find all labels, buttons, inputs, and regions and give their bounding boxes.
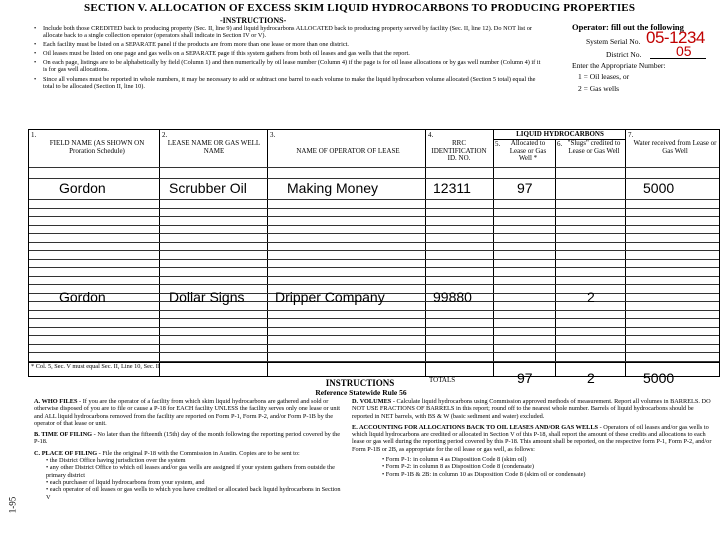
col-header-water: Water received from Lease or Gas Well xyxy=(633,139,717,155)
list-item: • the District Office having jurisdiction over the system xyxy=(46,457,186,465)
col-number: 6. xyxy=(557,140,563,148)
section-c-text: - File the original P-18 with the Commission in Austin. Copies are to be sent to: xyxy=(98,449,300,457)
row-rule xyxy=(29,318,719,319)
liquid-hydrocarbons-header: LIQUID HYDROCARBONS xyxy=(516,130,604,138)
row-rule xyxy=(29,259,719,260)
section-d-text: - Calculate liquid hydrocarbons using Commission approved methods of measurement. Report all volumes in BARRELS. DO NOT USE FRACTIONS OF BARRELS in this report; round off to the nearest whole number. Barrels of liquid hydrocarbons should be reported in NET barrels, with BS & W (basic sediment and water) excluded. xyxy=(352,398,711,420)
col-header-operator: NAME OF OPERATOR OF LEASE xyxy=(296,147,400,155)
col-number: 5. xyxy=(495,140,501,148)
instructions-left-column xyxy=(34,398,346,501)
serial-value[interactable]: 05-1234 xyxy=(646,28,705,47)
instructions-title: INSTRUCTIONS xyxy=(325,378,395,388)
section-e xyxy=(352,424,716,453)
operator-box-title: Operator: fill out the following xyxy=(572,22,684,32)
district-value[interactable]: 05 xyxy=(676,43,692,59)
section-a xyxy=(34,398,346,427)
col-header-field: FIELD NAME (AS SHOWN ON Proration Schedule) xyxy=(49,139,145,155)
instruction-bullet: • On each page, listings are to be alphabetically by field (Column 1) and then numerically by oil lease number (Column 4) if the page is for oil lease allocations or by gas well number (Column 4) if it is for gas well allocations. xyxy=(34,59,546,74)
cell-water[interactable]: 5000 xyxy=(643,180,675,196)
col-header-rrc-id: RRC IDENTIFICATION ID. NO. xyxy=(431,139,487,162)
cell-lease[interactable]: Dollar Signs xyxy=(169,289,245,305)
district-label: District No. xyxy=(606,50,642,59)
section-b-text: - No later than the fifteenth (15th) day of the month following the reporting period covered by the P-18. xyxy=(34,431,341,446)
list-item: • Form P-2: in column 8 as Disposition Code 8 (condensate) xyxy=(382,463,534,471)
row-rule xyxy=(29,335,719,336)
cell-rrc-id[interactable]: 99880 xyxy=(433,289,472,305)
cell-operator[interactable]: Dripper Company xyxy=(275,289,385,305)
row-rule xyxy=(29,267,719,268)
total-slugs[interactable]: 2 xyxy=(587,370,595,386)
row-rule xyxy=(29,284,719,285)
section-c xyxy=(34,450,346,457)
row-rule xyxy=(29,344,719,345)
row-rule xyxy=(29,225,719,226)
row-rule xyxy=(29,199,719,200)
instruction-bullet: • Oil leases must be listed on one page and gas wells on a SEPARATE page if this system gathers from both oil leases and gas wells that the report. xyxy=(34,50,546,57)
row-rule xyxy=(29,327,719,328)
row-rule xyxy=(29,352,719,353)
cell-allocated[interactable]: 97 xyxy=(517,180,533,196)
list-item: • each operator of oil leases or gas wells to which you have credited or allocated back liquid hydrocarbons in Section V xyxy=(46,486,341,501)
instructions-reference: Reference Statewide Rule 56 xyxy=(315,388,407,397)
section-d-head: D. VOLUMES xyxy=(352,398,392,405)
col-number: 7. xyxy=(628,131,634,139)
header-instructions xyxy=(34,25,546,91)
instruction-bullet: • Each facility must be listed on a SEPARATE panel if the products are from more than one lease or more than one district. xyxy=(34,41,546,48)
section-title: SECTION V. ALLOCATION OF EXCESS SKIM LIQUID HYDROCARBONS TO PRODUCING PROPERTIES xyxy=(84,2,636,14)
section-a-head: A. WHO FILES xyxy=(34,398,78,405)
list-item: • each purchaser of liquid hydrocarbons from your system, and xyxy=(46,478,205,486)
col-number: 2. xyxy=(162,131,168,139)
row-rule xyxy=(29,178,719,179)
section-e-text: - Operators of oil leases and/or gas wells to which liquid hydrocarbons are credited or allocated in Section V of this P-18, shall report the amount of these credits and allocations to each lease or gas well during the reporting period covered by this P-18. This amount shall be reported, on the respective form P-1, Form P-2, and/or Form P-1B or 2B, as appropriate for the oil lease or gas well, as follows: xyxy=(352,423,712,453)
section-a-text: - If you are the operator of a facility from which skim liquid hydrocarbons are gathered and sold or otherwise disposed of you are to file or cause a P-18 for EACH facility UNLESS the facility serves only one lease or unit and ALL liquid hydrocarbons removed from the facility are reported on Form P-1, Form P-2, and/or Form P-1B by the operator of that lease or unit. xyxy=(34,398,341,427)
list-item: • any other District Office to which oil leases and/or gas wells are assigned if your system gathers from outside the primary district xyxy=(46,464,335,479)
row-rule xyxy=(29,276,719,277)
instruction-bullet: • Include both those CREDITED back to producing property (Sec. II, line 9) and liquid hydrocarbons ALLOCATED back to producing property served by facility (Sec. II, line 12). Do NOT list or allocate back to a single collection operator (operators shall indicate in Section IV or V). xyxy=(34,25,546,40)
cell-lease[interactable]: Scrubber Oil xyxy=(169,180,247,196)
cell-slugs[interactable]: 2 xyxy=(587,289,595,305)
cell-operator[interactable]: Making Money xyxy=(287,180,379,196)
list-item: • Form P-1B & 2B: in column 10 as Disposition Code 8 (skim oil or condensate) xyxy=(382,470,586,478)
enter-number-label: Enter the Appropriate Number: xyxy=(572,61,666,70)
col-number: 4. xyxy=(428,131,434,139)
row-rule xyxy=(29,233,719,234)
page-side-label: 1-95 xyxy=(7,496,18,514)
section-b xyxy=(34,431,346,446)
instructions-subtitle: -INSTRUCTIONS- xyxy=(220,16,287,25)
col-number: 3. xyxy=(270,131,276,139)
totals-label: TOTALS xyxy=(429,376,456,384)
cell-field[interactable]: Gordon xyxy=(59,289,106,305)
section-d xyxy=(352,398,716,420)
row-rule xyxy=(29,216,719,217)
instruction-bullet: • Since all volumes must be reported in whole numbers, it may be necessary to add or subtract one barrel to each volume to make the liquid hydrocarbon volume allocated (Section 5 total) equal the total to be allocated (Section II, line 10). xyxy=(34,76,546,91)
cell-rrc-id[interactable]: 12311 xyxy=(433,180,471,196)
row-rule xyxy=(29,242,719,243)
section-c-list xyxy=(34,457,346,501)
total-allocated[interactable]: 97 xyxy=(517,370,533,386)
option-oil-leases: 1 = Oil leases, or xyxy=(578,72,630,81)
row-rule xyxy=(29,250,719,251)
instructions-right-column xyxy=(352,398,716,478)
row-rule xyxy=(29,208,719,209)
col-header-allocated: Allocated to Lease or Gas Well * xyxy=(509,139,547,162)
footnote: * Col. 5, Sec. V must equal Sec. II, Line 10, Sec. II xyxy=(31,363,161,370)
section-b-head: B. TIME OF FILING xyxy=(34,431,93,439)
col-header-lease: LEASE NAME OR GAS WELL NAME xyxy=(167,139,261,155)
section-e-list xyxy=(352,456,716,478)
row-rule xyxy=(29,167,719,168)
row-rule xyxy=(29,310,719,311)
option-gas-wells: 2 = Gas wells xyxy=(578,84,620,93)
section-c-head: C. PLACE OF FILING xyxy=(34,449,98,457)
col-number: 1. xyxy=(31,131,37,139)
section-e-head: E. ACCOUNTING FOR ALLOCATIONS BACK TO OIL LEASES AND/OR GAS WELLS xyxy=(352,423,599,431)
serial-label: System Serial No. xyxy=(586,37,641,46)
list-item: • Form P-1: in column 4 as Disposition Code 8 (skim oil) xyxy=(382,456,527,464)
cell-field[interactable]: Gordon xyxy=(59,180,106,196)
total-water[interactable]: 5000 xyxy=(643,370,675,386)
col-header-slugs: "Slugs" credited to Lease or Gas Well xyxy=(567,139,621,155)
